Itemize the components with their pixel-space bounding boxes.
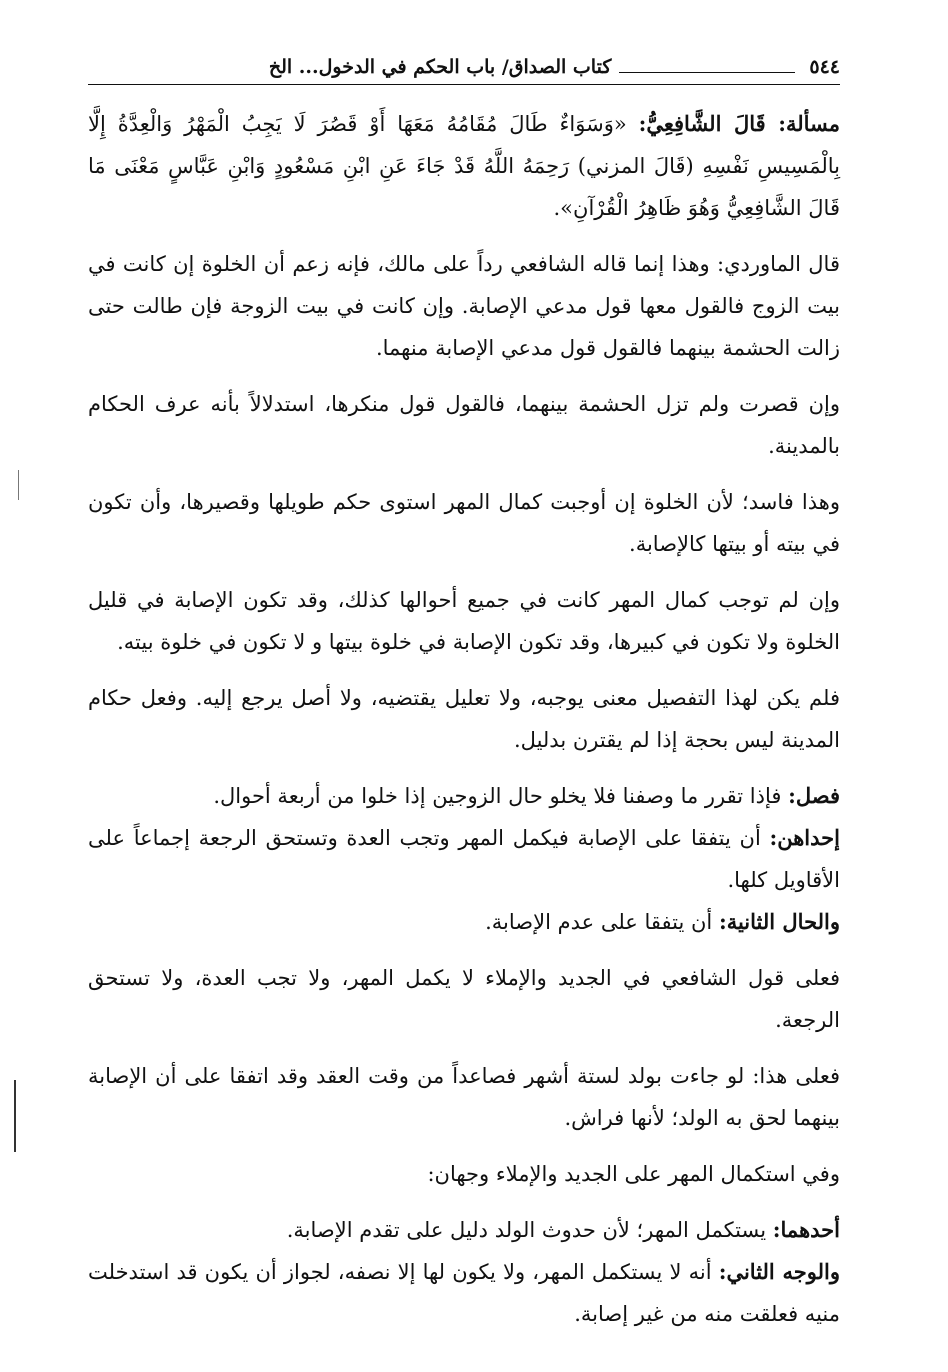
- running-title: كتاب الصداق/ باب الحكم في الدخول... الخ: [268, 56, 612, 78]
- paragraph-lead: مسألة: قَالَ الشَّافِعِيُّ:: [638, 111, 841, 136]
- paragraph-text: فلم يكن لهذا التفصيل معنى يوجبه، ولا تعليل يقتضيه، ولا أصل يرجع إليه. وفعل حكام المدينة ليس بحجة إذا لم يقترن بدليل.: [88, 686, 840, 752]
- paragraph-lead: والوجه الثاني:: [718, 1259, 840, 1284]
- paragraph-text: أن يتفقا على عدم الإصابة.: [485, 910, 719, 934]
- paragraph-text: أن يتفقا على الإصابة فيكمل المهر وتجب العدة وتستحق الرجعة إجماعاً على الأقاويل كلها.: [88, 826, 840, 892]
- paragraph-lead: أحدهما:: [772, 1217, 840, 1242]
- paragraph: [88, 817, 840, 901]
- scan-mark: [14, 1080, 16, 1152]
- paragraph-lead: إحداهن:: [769, 825, 840, 850]
- paragraph: [88, 383, 840, 467]
- paragraph: [88, 957, 840, 1041]
- paragraph-text: وهذا فاسد؛ لأن الخلوة إن أوجبت كمال المهر استوى حكم طويلها وقصيرها، وأن تكون في بيته أو بيتها كالإصابة.: [88, 490, 840, 556]
- paragraph: [88, 579, 840, 663]
- paragraph: [88, 1055, 840, 1139]
- paragraph: [88, 481, 840, 565]
- paragraph-text: «وَسَوَاءٌ طَالَ مُقَامُهُ مَعَهَا أَوْ قَصُرَ لَا يَجِبُ الْمَهْرُ وَالْعِدَّةُ إِلَّا بِالْمَسِيسِ نَفْسِهِ (قَالَ المزني) رَحِمَهُ اللَّهُ قَدْ جَاءَ عَنِ ابْنِ مَسْعُودٍ وَابْنِ عَبَّاسٍ مَعْنَى مَا قَالَ الشَّافِعِيُّ وَهُوَ ظَاهِرُ الْقُرْآنِ».: [88, 112, 840, 220]
- paragraph: [88, 901, 840, 943]
- paragraph-text: أنه لا يستكمل المهر، ولا يكون لها إلا نصفه، لجواز أن يكون قد استدخلت منيه فعلقت منه من غير إصابة.: [88, 1260, 840, 1326]
- running-header: [88, 52, 840, 85]
- paragraph: [88, 1153, 840, 1195]
- paragraph-text: وإن لم توجب كمال المهر كانت في جميع أحوالها كذلك، وقد تكون الإصابة في قليل الخلوة ولا تكون في كبيرها، وقد تكون الإصابة في خلوة بيتها و لا تكون في خلوة بيته.: [88, 588, 840, 654]
- paragraph: [88, 775, 840, 817]
- paragraph: [88, 1251, 840, 1335]
- paragraph-text: وفي استكمال المهر على الجديد والإملاء وجهان:: [427, 1162, 840, 1186]
- paragraph: [88, 103, 840, 229]
- paragraph-text: فعلى قول الشافعي في الجديد والإملاء لا يكمل المهر، ولا تجب العدة، ولا تستحق الرجعة.: [88, 966, 840, 1032]
- paragraph: [88, 677, 840, 761]
- book-page: [88, 52, 840, 1352]
- paragraph-text: فإذا تقرر ما وصفنا فلا يخلو حال الزوجين إذا خلوا من أربعة أحوال.: [213, 784, 789, 808]
- paragraph-text: قال الماوردي: وهذا إنما قاله الشافعي رداً على مالك، فإنه زعم أن الخلوة إن كانت في بيت الزوج فالقول معها قول مدعي الإصابة. وإن كانت في بيت الزوجة فإن طالت حتى زالت الحشمة بينهما فالقول قول مدعي الإصابة منهما.: [88, 252, 840, 360]
- paragraph-lead: فصل:: [788, 783, 840, 808]
- paragraph: [88, 243, 840, 369]
- paragraph: [88, 1209, 840, 1251]
- page-number: ٥٤٤: [809, 56, 840, 78]
- header-rule: [619, 58, 795, 73]
- paragraph-lead: والحال الثانية:: [718, 909, 840, 934]
- paragraph-text: وإن قصرت ولم تزل الحشمة بينهما، فالقول قول منكرها، استدلالاً بأنه عرف الحكام بالمدينة.: [88, 392, 840, 458]
- paragraph-text: يستكمل المهر؛ لأن حدوث الولد دليل على تقدم الإصابة.: [286, 1218, 773, 1242]
- paragraph-text: فعلى هذا: لو جاءت بولد لستة أشهر فصاعداً من وقت العقد وقد اتفقا على أن الإصابة بينهما لحق به الولد؛ لأنها فراش.: [88, 1064, 840, 1130]
- body-text: [88, 103, 840, 1335]
- scan-mark: [18, 470, 19, 500]
